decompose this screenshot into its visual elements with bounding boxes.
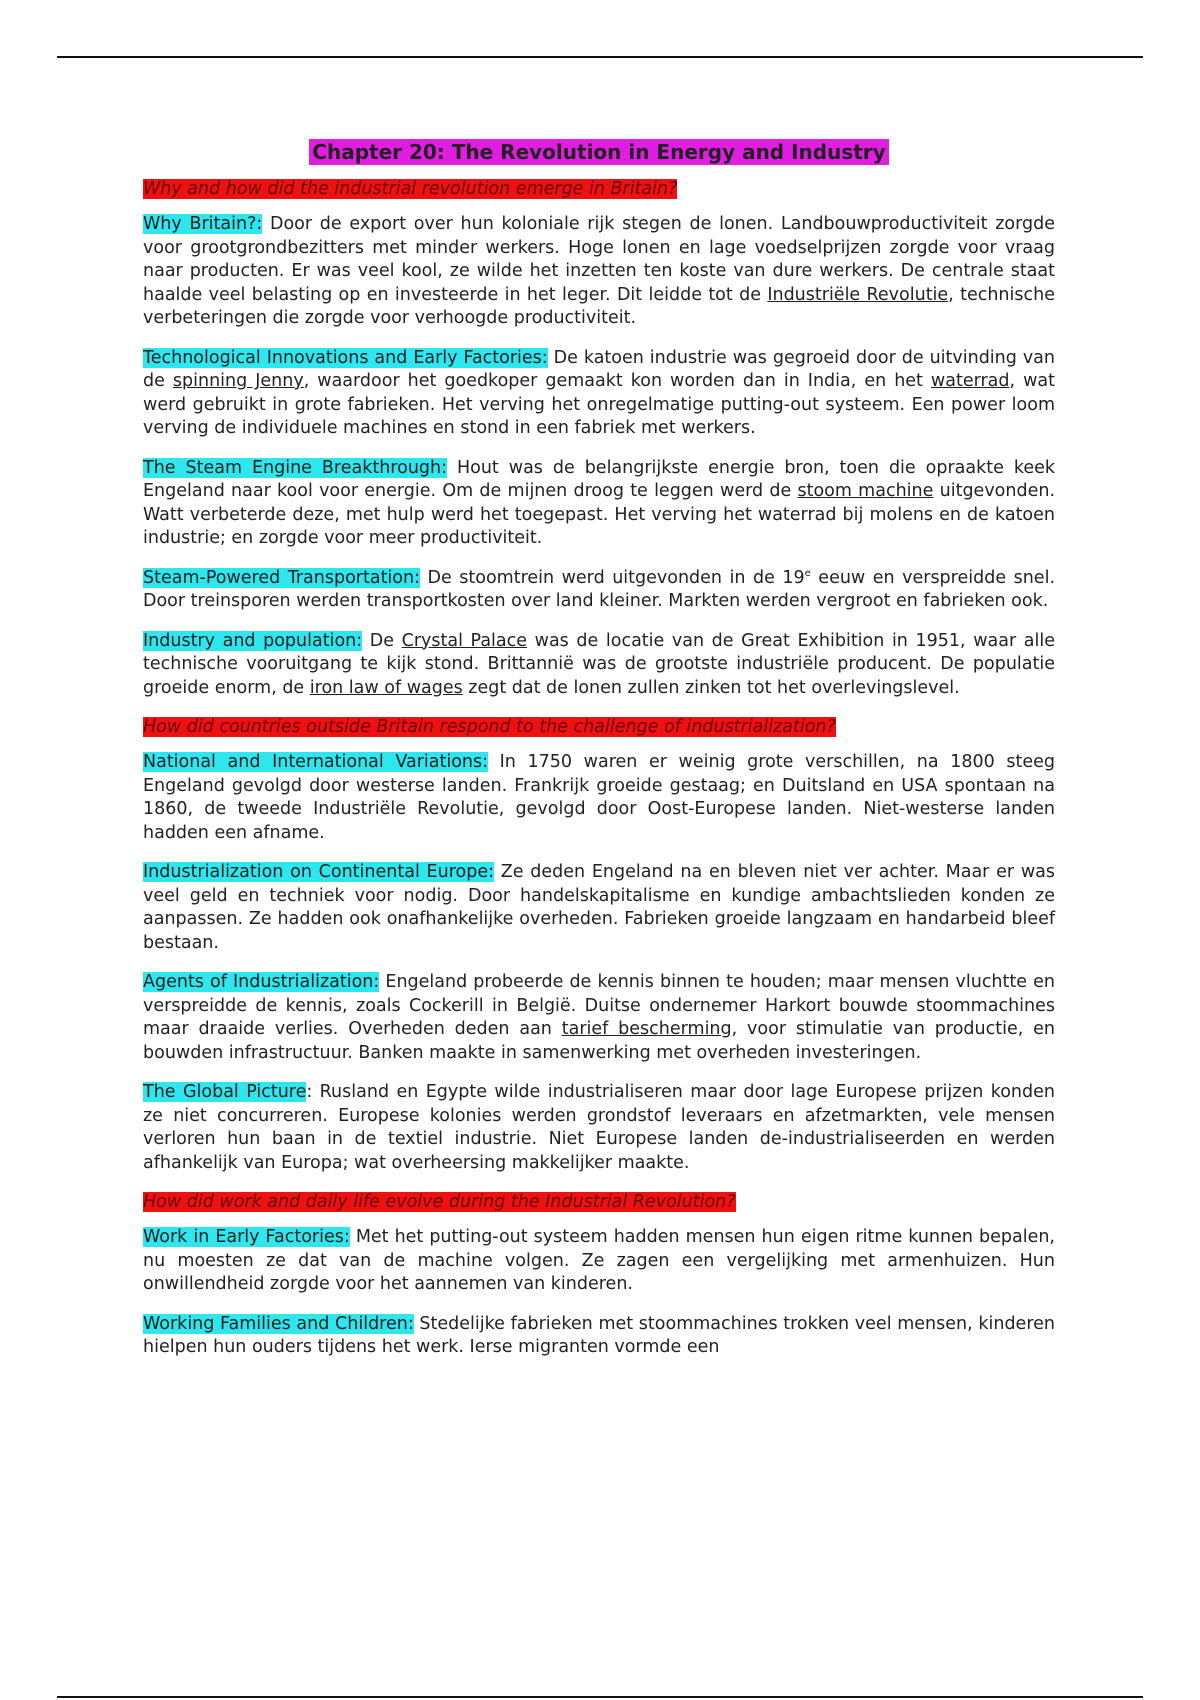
paragraph-agents-industrialization: Agents of Industrialization: Engeland probeerde de kennis binnen te houden; maar mensen vluchtte en verspreidde de kennis, zoals Cockerill in België. Duitse ondernemer Harkort bouwde stoommachines maar draaide verlies. Overheden deden aan tarief bescherming, voor stimulatie van productie, en bouwden infrastructuur. Banken maakte in samenwerking met overheden investeringen.: [143, 972, 1055, 1063]
underlined-term: spinning Jenny: [172, 371, 304, 391]
paragraph-why-britain: Why Britain?: Door de export over hun koloniale rijk stegen de lonen. Landbouwproductiviteit zorgde voor grootgrondbezitters met minder werkers. Hoge lonen en lage voedselprijzen zorgde voor vraag naar producten. Er was veel kool, ze wilde het inzetten ten koste van dure werkers. De centrale staat haalde veel belasting op en investeerde in het leger. Dit leidde tot de Industriële Revolutie, technische verbeteringen die zorgde voor verhoogde productiviteit.: [143, 214, 1055, 328]
paragraph-heading: Industrialization on Continental Europe:: [143, 862, 494, 882]
paragraph-global-picture: The Global Picture: Rusland en Egypte wilde industrialiseren maar door lage Europese prijzen konden ze niet concurreren. Europese kolonies werden grondstof leveraars en afzetmarkten, vele mensen verloren hun baan in de textiel industrie. Niet Europese landen de-industrialiseerden en werden afhankelijk van Europa; wat overheersing makkelijker maakte.: [143, 1082, 1055, 1173]
paragraph-national-variations: National and International Variations: In 1750 waren er weinig grote verschillen, na 1800 steeg Engeland gevolgd door westerse landen. Frankrijk groeide gestaag; en Duitsland en USA spontaan na 1860, de tweede Industriële Revolutie, gevolgd door Oost-Europese landen. Niet-westerse landen hadden een afname.: [143, 752, 1055, 843]
paragraph-heading: Work in Early Factories:: [143, 1227, 350, 1247]
section-question-3: How did work and daily life evolve during the Industrial Revolution?: [143, 1192, 736, 1212]
paragraph-continental-europe: Industrialization on Continental Europe: Ze deden Engeland na en bleven niet ver achter. Maar er was veel geld en techniek voor nodig. Door handelskapitalisme en kundige ambachtslieden konden ze aanpassen. Ze hadden ook onafhankelijke overheden. Fabrieken groeide langzaam en handarbeid bleef bestaan.: [143, 862, 1055, 953]
paragraph-steam-engine: The Steam Engine Breakthrough: Hout was de belangrijkste energie bron, toen die opraakte keek Engeland naar kool voor energie. Om de mijnen droog te leggen werd de stoom machine uitgevonden. Watt verbeterde deze, met hulp werd het toegepast. Het verving het waterrad bij molens en de katoen industrie; en zorgde voor meer productiviteit.: [143, 457, 1056, 548]
paragraph-industry-population: Industry and population: De Crystal Palace was de locatie van de Great Exhibition in 1951, waar alle technische vooruitgang te kijk stond. Brittannië was de grootste industriële producent. De populatie groeide enorm, de iron law of wages zegt dat de lonen zullen zinken tot het overlevingslevel.: [143, 630, 1055, 698]
paragraph-heading: Industry and population:: [143, 630, 363, 651]
paragraph-steam-transportation: Steam-Powered Transportation: De stoomtrein werd uitgevonden in de 19e eeuw en verspreidde snel. Door treinsporen werden transportkosten over land kleiner. Markten werden vergroot en fabrieken ook.: [143, 567, 1056, 611]
underlined-term: stoom machine: [797, 481, 934, 501]
underlined-term: iron law of wages: [309, 677, 463, 698]
bottom-rule: [57, 1696, 1143, 1698]
paragraph-heading: Steam-Powered Transportation:: [143, 567, 420, 588]
superscript: e: [804, 567, 811, 579]
paragraph-heading: Technological Innovations and Early Factories:: [143, 347, 548, 368]
section-question-2: How did countries outside Britain respond to the challenge of industrialization?: [143, 717, 836, 737]
paragraph-technological-innovations: Technological Innovations and Early Factories: De katoen industrie was gegroeid door de uitvinding van de spinning Jenny, waardoor het goedkoper gemaakt kon worden dan in India, en het waterrad, wat werd gebruikt in grote fabrieken. Het verving het onregelmatige putting-out systeem. Een power loom verving de individuele machines en stond in een fabriek met werkers.: [143, 347, 1055, 438]
paragraph-heading: Agents of Industrialization:: [143, 972, 380, 992]
underlined-term: Crystal Palace: [401, 630, 528, 651]
paragraph-heading: National and International Variations:: [143, 752, 489, 772]
underlined-term: waterrad: [930, 371, 1010, 391]
underlined-term: tarief bescherming: [561, 1019, 732, 1039]
paragraph-heading: The Global Picture: [143, 1082, 307, 1102]
underlined-term: Industriële Revolutie: [767, 284, 949, 305]
paragraph-heading: The Steam Engine Breakthrough:: [143, 457, 448, 478]
paragraph-working-families: Working Families and Children: Stedelijke fabrieken met stoommachines trokken veel mensen, kinderen hielpen hun ouders tijdens het werk. Ierse migranten vormde een: [143, 1313, 1055, 1357]
page-title: Chapter 20: The Revolution in Energy and Industry: [143, 140, 1055, 164]
paragraph-heading: Why Britain?:: [143, 214, 263, 234]
paragraph-heading: Working Families and Children:: [143, 1313, 414, 1334]
section-question-1: Why and how did the industrial revolution emerge in Britain?: [143, 179, 678, 199]
document-body: [143, 140, 1055, 1376]
top-rule: [57, 56, 1143, 58]
paragraph-early-factories-work: Work in Early Factories: Met het putting-out systeem hadden mensen hun eigen ritme kunnen bepalen, nu moesten ze dat van de machine volgen. Ze zagen een vergelijking met armenhuizen. Hun onwillendheid zorgde voor het aannemen van kinderen.: [143, 1227, 1055, 1294]
